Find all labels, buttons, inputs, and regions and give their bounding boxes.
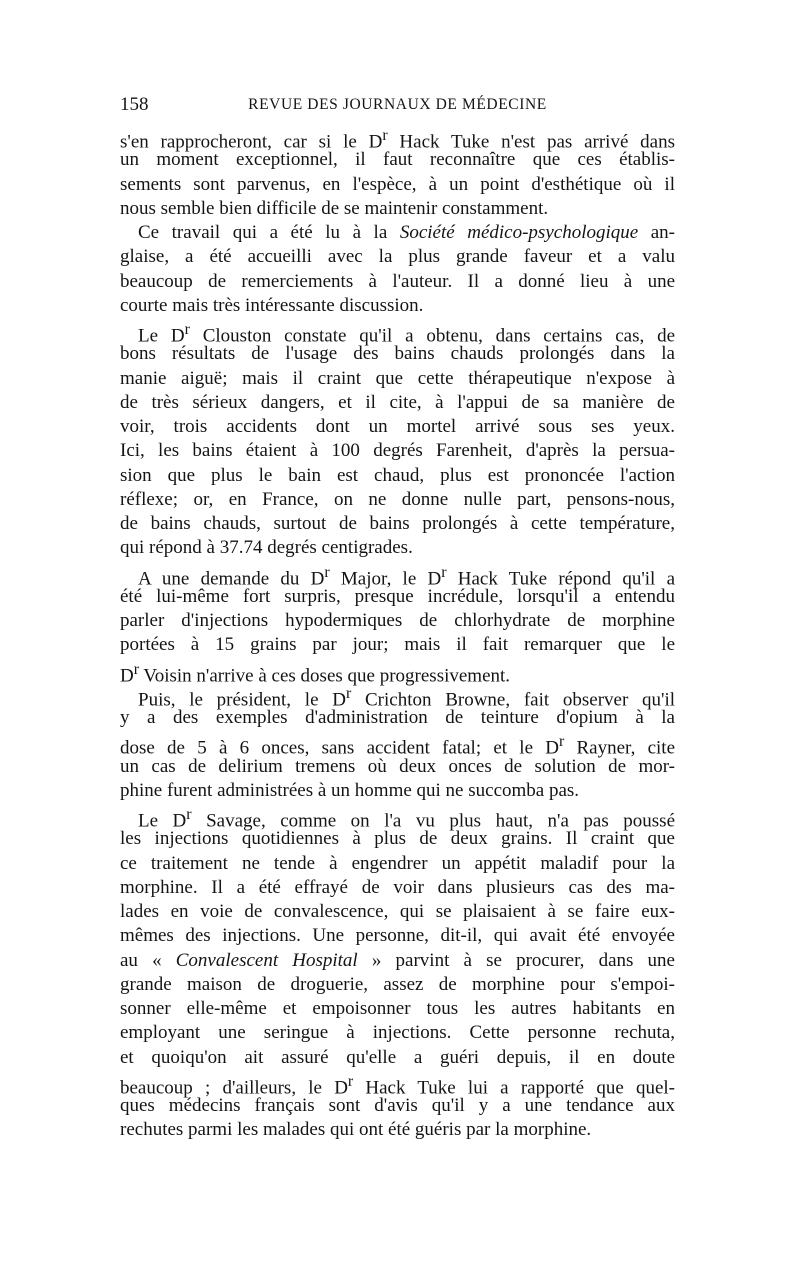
text-line: été lui-même fort surpris, presque incrédule, lorsqu'il a entendu	[120, 585, 675, 607]
book-page	[120, 94, 675, 1143]
text-line: y a des exemples d'administration de teinture d'opium à la	[120, 707, 675, 728]
text-line: manie aiguë; mais il craint que cette thérapeutique n'expose à	[120, 367, 675, 389]
text-line: dose de 5 à 6 onces, sans accident fatal; et le $D^r$ Rayner, cite	[120, 733, 675, 759]
text-line: beaucoup de remerciements à l'auteur. Il a donné lieu à une	[120, 270, 675, 292]
text-line: réflexe; or, en France, on ne donne nulle part, pensons-nous,	[120, 488, 675, 510]
text-line: Ici, les bains étaient à 100 degrés Farenheit, d'après la persua-	[120, 440, 675, 462]
text-line: sements sont parvenus, en l'espèce, à un point d'esthétique où il	[120, 173, 675, 195]
text-line: courte mais très intéressante discussion.	[120, 294, 424, 316]
text-line: au « Convalescent Hospital » parvint à se procurer, dans une	[120, 949, 675, 971]
text-line: portées à 15 grains par jour; mais il fait remarquer que le	[120, 634, 675, 656]
text-line: grande maison de droguerie, assez de morphine pour s'empoi-	[120, 973, 675, 995]
text-line: rechutes parmi les malades qui ont été guéris par la morphine.	[120, 1119, 592, 1141]
running-title: REVUE DES JOURNAUX DE MÉDECINE	[248, 96, 547, 113]
text-line: qui répond à 37.74 degrés centigrades.	[120, 537, 413, 559]
text-line: voir, trois accidents dont un mortel arrivé sous ses yeux.	[120, 416, 675, 437]
paragraph-first-line: Le $D^r$ Savage, comme on l'a vu plus haut, n'a pas poussé	[138, 806, 676, 832]
page-header	[120, 94, 675, 120]
text-line: parler d'injections hypodermiques de chlorhydrate de morphine	[120, 610, 675, 631]
paragraph-first-line: A une demande du $D^r$ Major, le $D^r$ Hack Tuke répond qu'il a	[138, 563, 676, 589]
text-line: sion que plus le bain est chaud, plus est prononcée l'action	[120, 464, 675, 486]
text-line: ce traitement ne tende à engendrer un appétit maladif pour la	[120, 852, 675, 874]
text-line: un cas de delirium tremens où deux onces de solution de mor-	[120, 755, 675, 777]
page-number: 158	[120, 94, 149, 115]
text-line: ques médecins français sont d'avis qu'il y a une tendance aux	[120, 1095, 675, 1116]
text-line: et quoiqu'on ait assuré qu'elle a guéri depuis, il en doute	[120, 1046, 675, 1068]
paragraph-first-line: Puis, le président, le $D^r$ Crichton Browne, fait observer qu'il	[138, 684, 676, 711]
paragraph-first-line: Ce travail qui a été lu à la Société médico-psychologique an-	[138, 222, 675, 243]
paragraph-first-line: Le $D^r$ Clouston constate qu'il a obtenu, dans certains cas, de	[138, 321, 676, 347]
text-line: mêmes des injections. Une personne, dit-il, qui avait été envoyée	[120, 925, 675, 947]
text-line: bons résultats de l'usage des bains chauds prolongés dans la	[120, 343, 675, 365]
body-text	[120, 124, 675, 1143]
text-line: morphine. Il a été effrayé de voir dans plusieurs cas des ma-	[120, 876, 675, 898]
text-line: employant une seringue à injections. Cette personne rechuta,	[120, 1022, 675, 1044]
text-line: lades en voie de convalescence, qui se plaisaient à se faire eux-	[120, 901, 675, 922]
text-line: de très sérieux dangers, et il cite, à l'appui de sa manière de	[120, 391, 675, 413]
text-line: phine furent administrées à un homme qui ne succomba pas.	[120, 779, 580, 801]
text-line: nous semble bien difficile de se maintenir constamment.	[120, 197, 549, 219]
text-line: de bains chauds, surtout de bains prolongés à cette température,	[120, 513, 675, 534]
text-line: glaise, a été accueilli avec la plus grande faveur et a valu	[120, 246, 675, 268]
text-line: les injections quotidiennes à plus de deux grains. Il craint que	[120, 828, 675, 850]
text-line: un moment exceptionnel, il faut reconnaître que ces établis-	[120, 149, 675, 171]
text-line: sonner elle-même et empoisonner tous les autres habitants en	[120, 998, 675, 1019]
text-line: beaucoup ; d'ailleurs, le $D^r$ Hack Tuke lui a rapporté que quel-	[120, 1072, 675, 1099]
text-line: $D^r$ Voisin n'arrive à ces doses que progressivement.	[120, 660, 511, 686]
text-line: s'en rapprocheront, car si le $D^r$ Hack Tuke n'est pas arrivé dans	[120, 127, 675, 153]
